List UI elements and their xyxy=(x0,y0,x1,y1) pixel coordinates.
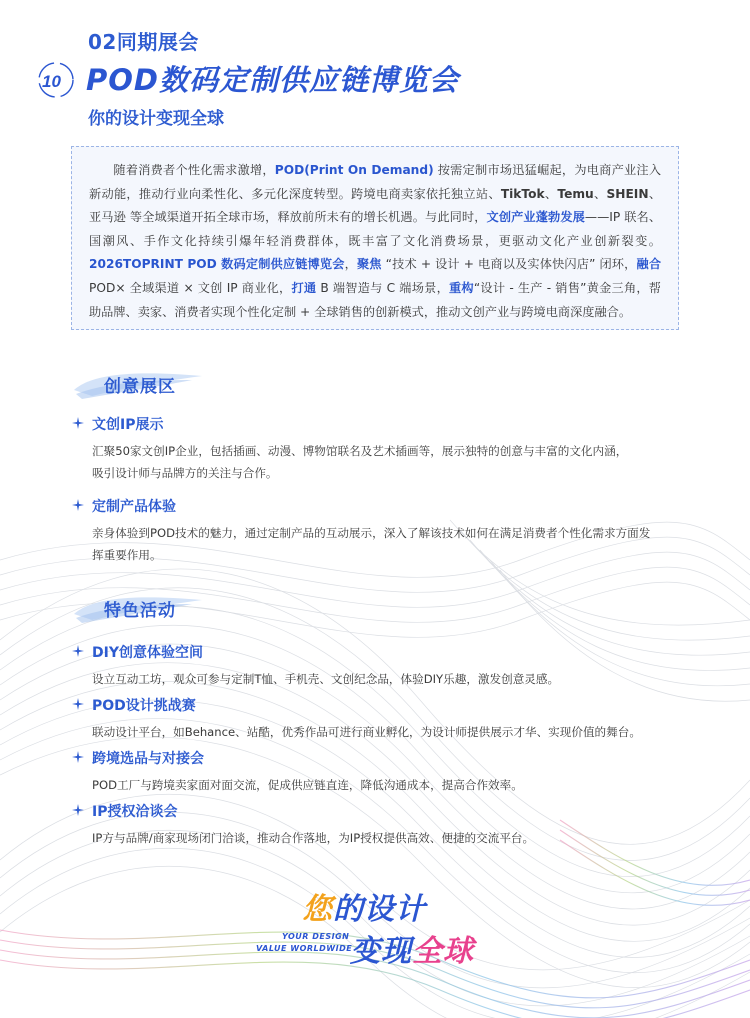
item-description xyxy=(92,668,672,690)
item-description xyxy=(92,827,672,849)
item-desc-line: POD工厂与跨境卖家面对面交流，促成供应链直连，降低沟通成本，提高合作效率。 xyxy=(92,778,523,792)
list-item xyxy=(72,695,672,743)
item-description xyxy=(92,721,672,743)
slogan-word: 的设计 xyxy=(333,892,426,927)
intro-paragraph xyxy=(89,159,661,324)
intro-highlight-focus: 聚焦 xyxy=(356,257,382,272)
item-desc-line: 亲身体验到POD技术的魅力，通过定制产品的互动展示，深入了解该技术如何在满足消费者个性化需求方面发 xyxy=(92,526,651,540)
item-title: 定制产品体验 xyxy=(92,499,176,515)
intro-bold-temu: Temu xyxy=(557,186,594,201)
intro-box xyxy=(71,146,679,330)
section-header-special-events xyxy=(72,590,232,626)
sparkle-icon xyxy=(72,751,84,763)
intro-highlight-rebuild: 重构 xyxy=(449,280,474,295)
item-description xyxy=(92,522,672,566)
item-desc-line: IP方与品牌/商家现场闭门洽谈，推动合作落地，为IP授权提供高效、便捷的交流平台。 xyxy=(92,831,535,845)
intro-text: 、 xyxy=(544,186,558,201)
item-title: POD设计挑战赛 xyxy=(92,698,196,714)
intro-bold-tiktok: TikTok xyxy=(500,186,545,201)
list-item xyxy=(72,496,672,566)
exhibition-name-title: POD数码定制供应链博览会 xyxy=(86,63,459,97)
list-item xyxy=(72,642,672,690)
exhibition-tagline: 你的设计变现全球 xyxy=(88,109,224,129)
item-desc-line: 联动设计平台，如Behance、站酷，优秀作品可进行商业孵化，为设计师提供展示才华、实现价值的舞台。 xyxy=(92,725,641,739)
intro-text: 、 xyxy=(593,186,607,201)
intro-highlight-pod: POD(Print On Demand) xyxy=(274,163,434,177)
item-description xyxy=(92,774,672,796)
sparkle-icon xyxy=(72,698,84,710)
sparkle-icon xyxy=(72,417,84,429)
intro-highlight-connect: 打通 xyxy=(291,280,317,295)
intro-text: ， xyxy=(344,257,357,272)
sparkle-icon xyxy=(72,499,84,511)
section-header-creative-zone xyxy=(72,366,232,402)
slogan-word: 全球 xyxy=(412,934,474,969)
item-title: DIY创意体验空间 xyxy=(92,645,203,661)
slogan-line-1 xyxy=(302,884,426,928)
intro-highlight-culture: 文创产业蓬勃发展 xyxy=(486,210,585,225)
intro-text: B 端智造与 C 端场景， xyxy=(316,280,449,295)
list-item xyxy=(72,748,672,796)
item-title: 跨境选品与对接会 xyxy=(92,751,204,767)
slogan-word: 您 xyxy=(302,892,333,927)
item-title: IP授权洽谈会 xyxy=(92,804,178,820)
intro-text: “技术 + 设计 + 电商以及实体快闪店” 闭环， xyxy=(381,257,637,272)
logo-number: 10 xyxy=(42,72,61,91)
expo-10th-logo-icon xyxy=(34,60,78,100)
section-title: 特色活动 xyxy=(104,601,176,621)
item-title: 文创IP展示 xyxy=(92,417,164,433)
intro-bold-shein: SHEIN xyxy=(606,186,649,201)
slogan-graphic xyxy=(250,882,510,972)
exhibition-number-title: 02同期展会 xyxy=(88,30,199,54)
intro-text: POD× 全域渠道 × 文创 IP 商业化， xyxy=(89,280,292,295)
slogan-line-2 xyxy=(350,926,474,970)
item-description xyxy=(92,440,672,484)
item-desc-line: 挥重要作用。 xyxy=(92,548,162,562)
intro-highlight-expo: 2026TOPRINT POD 数码定制供应链博览会 xyxy=(89,257,345,272)
intro-text: 按需定制市场迅猛崛起，为电商产业注入新动能，推动行业向柔性化、多元化深度转型。跨境电商卖家依托独立站、 xyxy=(89,163,662,201)
intro-highlight-fusion: 融合 xyxy=(636,257,662,272)
item-desc-line: 汇聚50家文创IP企业，包括插画、动漫、博物馆联名及艺术插画等，展示独特的创意与丰富的文化内涵， xyxy=(92,444,628,458)
section-title: 创意展区 xyxy=(104,377,176,397)
intro-text: “设计 - 生产 - 销售”黄金三角，帮助品牌、卖家、消费者实现个性化定制 + 全球销售的创新模式，推动文创产业与跨境电商深度融合。 xyxy=(89,280,661,319)
slogan-english-2: VALUE WORLDWIDE xyxy=(256,944,353,953)
slogan-english-1: YOUR DESIGN xyxy=(282,932,350,941)
intro-text: ——IP 联名、国潮风、手作文化持续引爆年轻消费群体，既丰富了文化消费场景，更驱动文化产业创新裂变。 xyxy=(89,210,662,248)
sparkle-icon xyxy=(72,645,84,657)
list-item xyxy=(72,414,672,484)
intro-text: 、亚马逊 等全域渠道开拓全球市场，释放前所未有的增长机遇。与此同时， xyxy=(89,186,662,225)
item-desc-line: 设立互动工坊，观众可参与定制T恤、手机壳、文创纪念品，体验DIY乐趣，激发创意灵感。 xyxy=(92,672,560,686)
item-desc-line: 吸引设计师与品牌方的关注与合作。 xyxy=(92,466,278,480)
sparkle-icon xyxy=(72,804,84,816)
list-item xyxy=(72,801,672,849)
slogan-word: 变现 xyxy=(350,934,412,969)
intro-text: 随着消费者个性化需求激增， xyxy=(113,163,275,177)
